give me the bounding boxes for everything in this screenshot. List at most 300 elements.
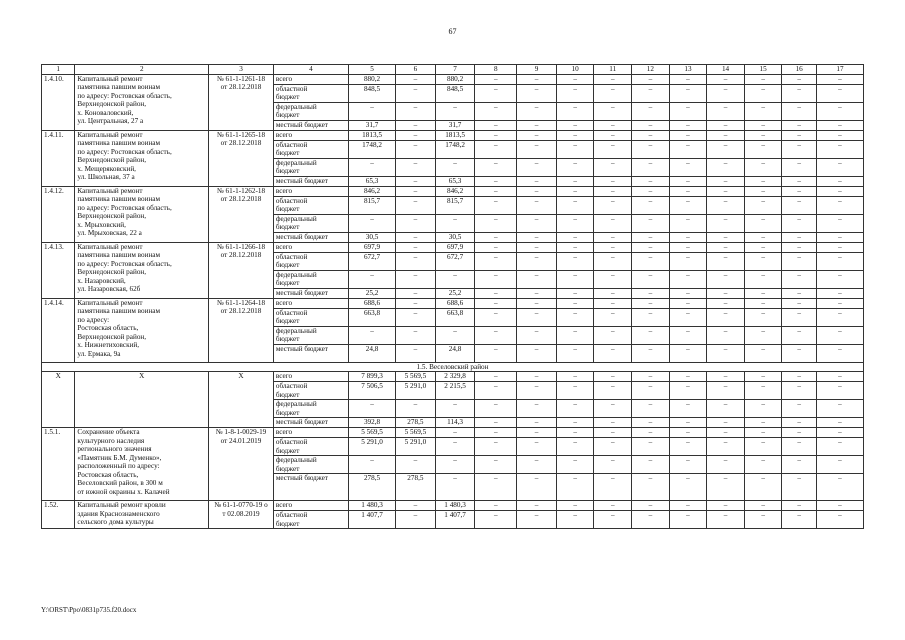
cell-line: областной (275, 140, 308, 149)
cell-line: федеральный (275, 326, 317, 335)
empty-value: – (632, 474, 670, 501)
empty-value: – (669, 130, 707, 140)
entry-name (75, 130, 209, 186)
empty-value: – (632, 400, 670, 418)
amount-v7: – (435, 428, 475, 438)
amount-v5: 65,3 (349, 176, 396, 186)
empty-value: – (707, 158, 745, 176)
amount-v5: 30,5 (349, 232, 396, 242)
amount-v7: 31,7 (435, 120, 475, 130)
cell-line: всего (275, 428, 293, 436)
cell-line: Капитальный ремонт (77, 298, 143, 307)
empty-value: – (816, 456, 863, 474)
empty-value: – (669, 186, 707, 196)
empty-value: – (475, 140, 517, 158)
amount-v5: 1 407,7 (349, 511, 396, 529)
empty-value: – (475, 176, 517, 186)
cell-line: бюджет (275, 111, 300, 119)
empty-value: – (556, 196, 594, 214)
empty-value: – (594, 372, 632, 382)
cell-line: х. Мрыховский, (77, 220, 126, 229)
entry-number: 1.4.10. (42, 74, 75, 130)
empty-value: – (816, 120, 863, 130)
cell-line: Капитальный ремонт (77, 74, 143, 83)
amount-v5: 5 291,0 (349, 438, 396, 456)
cell-line: бюджет (275, 223, 300, 231)
empty-value: – (517, 428, 557, 438)
cell-line: Верхнедонской район, (77, 212, 147, 220)
empty-value: – (632, 372, 670, 382)
amount-v7: 880,2 (435, 74, 475, 84)
empty-value: – (816, 428, 863, 438)
column-number: 9 (517, 65, 557, 75)
cell-line: федеральный (275, 102, 317, 111)
empty-value: – (669, 400, 707, 418)
funding-source (273, 214, 348, 232)
empty-value: – (707, 196, 745, 214)
amount-v7: 65,3 (435, 176, 475, 186)
amount-v7: – (435, 214, 475, 232)
empty-value: – (556, 214, 594, 232)
empty-value: – (669, 474, 707, 501)
empty-value: – (632, 418, 670, 428)
cell-line: местный бюджет (275, 176, 328, 185)
empty-value: – (669, 456, 707, 474)
empty-value: – (556, 326, 594, 344)
empty-value: – (594, 474, 632, 501)
empty-value: – (594, 102, 632, 120)
cell-line: от 24.01.2019 (220, 436, 262, 445)
empty-value: – (517, 382, 557, 400)
empty-value: – (475, 102, 517, 120)
empty-value: – (517, 372, 557, 382)
amount-v6: – (396, 501, 436, 511)
empty-value: – (475, 252, 517, 270)
empty-value: – (744, 102, 782, 120)
cell-line: памятника павшим воинам (77, 139, 161, 147)
empty-value: – (517, 120, 557, 130)
empty-value: – (556, 474, 594, 501)
amount-v5: – (349, 270, 396, 288)
empty-value: – (707, 186, 745, 196)
amount-v5: – (349, 102, 396, 120)
empty-value: – (669, 252, 707, 270)
cell-line: ул. Назаровская, 62б (77, 285, 141, 293)
amount-v5: – (349, 326, 396, 344)
amount-v7: – (435, 438, 475, 456)
amount-v5: 24,8 (349, 344, 396, 362)
entry-document (209, 130, 274, 186)
funding-source (273, 288, 348, 298)
empty-value: – (517, 232, 557, 242)
empty-value: – (782, 74, 816, 84)
cell-line: бюджет (275, 205, 300, 213)
empty-value: – (594, 196, 632, 214)
amount-v6: – (396, 270, 436, 288)
empty-value: – (669, 102, 707, 120)
empty-value: – (782, 196, 816, 214)
amount-v6: 278,5 (396, 418, 436, 428)
empty-value: – (816, 474, 863, 501)
funding-source (273, 344, 348, 362)
empty-value: – (632, 252, 670, 270)
empty-value: – (816, 511, 863, 529)
empty-value: – (816, 176, 863, 186)
empty-value: – (517, 288, 557, 298)
empty-value: – (707, 232, 745, 242)
empty-value: – (475, 130, 517, 140)
empty-value: – (556, 130, 594, 140)
amount-v7: 2 329,8 (435, 372, 475, 382)
amount-v5: – (349, 400, 396, 418)
empty-value: – (632, 102, 670, 120)
amount-v5: – (349, 158, 396, 176)
amount-v6: – (396, 456, 436, 474)
entry-number: 1.4.11. (42, 130, 75, 186)
column-number: 4 (273, 65, 348, 75)
cell-line: местный бюджет (275, 418, 328, 426)
entry-document (209, 501, 274, 529)
column-number: 10 (556, 65, 594, 75)
amount-v6: – (396, 252, 436, 270)
amount-v5: 846,2 (349, 186, 396, 196)
empty-value: – (594, 232, 632, 242)
empty-value: – (475, 186, 517, 196)
amount-v7: – (435, 474, 475, 501)
empty-value: – (556, 270, 594, 288)
amount-v5: – (349, 214, 396, 232)
amount-v5: 31,7 (349, 120, 396, 130)
empty-value: – (594, 74, 632, 84)
amount-v6: – (396, 158, 436, 176)
empty-value: – (632, 298, 670, 308)
cell-line: Верхнедонской район, (77, 156, 147, 164)
empty-value: – (744, 74, 782, 84)
cell-line: бюджет (275, 93, 300, 101)
column-number: 7 (435, 65, 475, 75)
empty-value: – (669, 74, 707, 84)
budget-table (41, 64, 864, 529)
empty-value: – (475, 474, 517, 501)
cell-line: всего (275, 186, 293, 195)
empty-value: – (517, 214, 557, 232)
empty-value: – (556, 252, 594, 270)
empty-value: – (782, 456, 816, 474)
empty-value: – (475, 232, 517, 242)
empty-value: – (816, 382, 863, 400)
amount-v6: – (396, 102, 436, 120)
cell-line: от 28.12.2018 (220, 139, 262, 147)
empty-value: – (744, 270, 782, 288)
empty-value: – (556, 74, 594, 84)
cell-line: федеральный (275, 456, 317, 464)
empty-value: – (475, 270, 517, 288)
funding-source (273, 232, 348, 242)
cell-line: от 28.12.2018 (220, 195, 262, 203)
empty-value: – (556, 242, 594, 252)
empty-value: – (782, 140, 816, 158)
entry-name (75, 428, 209, 501)
empty-value: – (594, 308, 632, 326)
cell-line: № 1-8-1-0029-19 (215, 428, 267, 436)
amount-v6: – (396, 214, 436, 232)
cell-line: бюджет (275, 167, 300, 175)
cell-line: областной (275, 511, 308, 519)
empty-value: – (707, 456, 745, 474)
empty-value: – (517, 252, 557, 270)
empty-value: – (782, 326, 816, 344)
funding-source (273, 102, 348, 120)
amount-v5: 7 506,5 (349, 382, 396, 400)
empty-value: – (632, 456, 670, 474)
empty-value: – (707, 372, 745, 382)
empty-value: – (475, 501, 517, 511)
empty-value: – (744, 438, 782, 456)
cell-line: х. Мещеряковский, (77, 164, 136, 173)
amount-v5: 1 480,3 (349, 501, 396, 511)
empty-value: – (594, 186, 632, 196)
x-mark: Х (209, 372, 274, 428)
empty-value: – (517, 400, 557, 418)
empty-value: – (669, 298, 707, 308)
cell-line: х. Коноваловский, (77, 108, 134, 117)
cell-line: Веселовский район, в 300 м (77, 479, 163, 487)
empty-value: – (517, 130, 557, 140)
empty-value: – (517, 102, 557, 120)
empty-value: – (707, 382, 745, 400)
funding-source (273, 186, 348, 196)
empty-value: – (816, 418, 863, 428)
cell-line: по адресу: (77, 315, 110, 324)
amount-v6: – (396, 84, 436, 102)
empty-value: – (707, 474, 745, 501)
cell-line: памятника павшим воинам (77, 251, 161, 259)
entry-number: 1.5.1. (42, 428, 75, 501)
empty-value: – (517, 501, 557, 511)
amount-v7: 672,7 (435, 252, 475, 270)
empty-value: – (632, 511, 670, 529)
empty-value: – (744, 140, 782, 158)
empty-value: – (744, 511, 782, 529)
empty-value: – (632, 308, 670, 326)
empty-value: – (594, 158, 632, 176)
empty-value: – (556, 176, 594, 186)
empty-value: – (632, 428, 670, 438)
empty-value: – (517, 474, 557, 501)
empty-value: – (669, 438, 707, 456)
empty-value: – (594, 252, 632, 270)
empty-value: – (517, 140, 557, 158)
column-number: 16 (782, 65, 816, 75)
entry-document (209, 242, 274, 298)
amount-v6: – (396, 232, 436, 242)
empty-value: – (744, 382, 782, 400)
empty-value: – (707, 130, 745, 140)
amount-v7: 815,7 (435, 196, 475, 214)
column-number: 11 (594, 65, 632, 75)
empty-value: – (632, 186, 670, 196)
empty-value: – (707, 214, 745, 232)
cell-line: № 61-1-0770-19 о (214, 501, 268, 509)
empty-value: – (707, 298, 745, 308)
empty-value: – (707, 438, 745, 456)
cell-line: местный бюджет (275, 474, 328, 482)
table-row (42, 74, 864, 84)
x-mark: Х (75, 372, 209, 428)
cell-line: по адресу: Ростовская область, (77, 259, 172, 268)
empty-value: – (669, 326, 707, 344)
empty-value: – (669, 140, 707, 158)
empty-value: – (782, 186, 816, 196)
empty-value: – (707, 102, 745, 120)
empty-value: – (816, 326, 863, 344)
column-number: 8 (475, 65, 517, 75)
amount-v6: – (396, 326, 436, 344)
cell-line: № 61-1-1266-18 (216, 242, 266, 251)
empty-value: – (556, 428, 594, 438)
empty-value: – (475, 196, 517, 214)
empty-value: – (707, 252, 745, 270)
empty-value: – (669, 84, 707, 102)
cell-line: по адресу: Ростовская область, (77, 147, 172, 156)
empty-value: – (669, 270, 707, 288)
cell-line: № 61-1-1262-18 (216, 186, 266, 195)
funding-source (273, 158, 348, 176)
cell-line: памятника павшим воинам (77, 307, 161, 315)
cell-line: бюджет (275, 149, 300, 157)
amount-v5: 392,8 (349, 418, 396, 428)
cell-line: Ростовская область, (77, 470, 139, 479)
empty-value: – (517, 418, 557, 428)
empty-value: – (475, 158, 517, 176)
table-row (42, 428, 864, 438)
empty-value: – (744, 130, 782, 140)
empty-value: – (744, 428, 782, 438)
cell-line: всего (275, 501, 293, 509)
empty-value: – (594, 84, 632, 102)
empty-value: – (517, 196, 557, 214)
cell-line: от 28.12.2018 (220, 307, 262, 315)
cell-line: областной (275, 438, 308, 446)
empty-value: – (816, 102, 863, 120)
empty-value: – (517, 308, 557, 326)
funding-source (273, 456, 348, 474)
empty-value: – (594, 214, 632, 232)
cell-line: местный бюджет (275, 120, 328, 129)
empty-value: – (669, 242, 707, 252)
empty-value: – (632, 270, 670, 288)
empty-value: – (782, 176, 816, 186)
entry-number: 1.52. (42, 501, 75, 529)
amount-v7: 1 407,7 (435, 511, 475, 529)
amount-v6: – (396, 511, 436, 529)
empty-value: – (556, 298, 594, 308)
empty-value: – (594, 176, 632, 186)
empty-value: – (707, 400, 745, 418)
empty-value: – (816, 288, 863, 298)
cell-line: местный бюджет (275, 288, 328, 297)
amount-v5: 1748,2 (349, 140, 396, 158)
entry-name (75, 242, 209, 298)
entry-document (209, 74, 274, 130)
empty-value: – (816, 196, 863, 214)
empty-value: – (517, 456, 557, 474)
empty-value: – (475, 298, 517, 308)
amount-v6: – (396, 344, 436, 362)
empty-value: – (556, 382, 594, 400)
funding-source (273, 474, 348, 501)
empty-value: – (782, 252, 816, 270)
empty-value: – (782, 372, 816, 382)
empty-value: – (556, 120, 594, 130)
cell-line: № 61-1-1264-18 (216, 298, 266, 307)
empty-value: – (816, 214, 863, 232)
empty-value: – (556, 140, 594, 158)
empty-value: – (782, 418, 816, 428)
empty-value: – (556, 102, 594, 120)
funding-source (273, 176, 348, 186)
empty-value: – (707, 288, 745, 298)
empty-value: – (782, 438, 816, 456)
empty-value: – (594, 438, 632, 456)
cell-line: федеральный (275, 158, 317, 167)
empty-value: – (475, 344, 517, 362)
column-number: 17 (816, 65, 863, 75)
empty-value: – (782, 501, 816, 511)
empty-value: – (556, 344, 594, 362)
empty-value: – (669, 372, 707, 382)
funding-source (273, 428, 348, 438)
cell-line: от 28.12.2018 (220, 83, 262, 91)
empty-value: – (744, 456, 782, 474)
empty-value: – (475, 382, 517, 400)
cell-line: местный бюджет (275, 344, 328, 353)
empty-value: – (782, 158, 816, 176)
amount-v5: 5 569,5 (349, 428, 396, 438)
entry-number: 1.4.12. (42, 186, 75, 242)
cell-line: регионального значения (77, 445, 152, 453)
cell-line: бюджет (275, 464, 300, 473)
cell-line: по адресу: Ростовская область, (77, 203, 172, 212)
amount-v5: 25,2 (349, 288, 396, 298)
empty-value: – (669, 196, 707, 214)
funding-source (273, 270, 348, 288)
cell-line: всего (275, 372, 293, 380)
cell-line: бюджет (275, 446, 300, 455)
amount-v6: – (396, 298, 436, 308)
cell-line: Капитальный ремонт (77, 130, 143, 139)
empty-value: – (707, 308, 745, 326)
empty-value: – (669, 344, 707, 362)
empty-value: – (632, 288, 670, 298)
funding-source (273, 196, 348, 214)
funding-source (273, 438, 348, 456)
column-number: 15 (744, 65, 782, 75)
section-title: 1.5. Веселовский район (42, 362, 864, 372)
empty-value: – (594, 501, 632, 511)
amount-v6: – (396, 288, 436, 298)
cell-line: всего (275, 298, 293, 307)
cell-line: по адресу: Ростовская область, (77, 91, 172, 100)
empty-value: – (782, 288, 816, 298)
empty-value: – (744, 214, 782, 232)
cell-line: от 28.12.2018 (220, 251, 262, 259)
empty-value: – (669, 288, 707, 298)
funding-source (273, 120, 348, 130)
amount-v5: 688,6 (349, 298, 396, 308)
funding-source (273, 140, 348, 158)
funding-source (273, 501, 348, 511)
